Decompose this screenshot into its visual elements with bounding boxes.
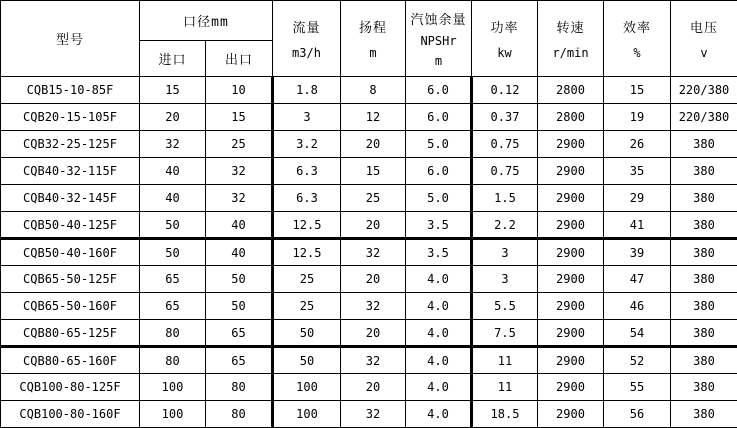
header-model-label: 型号 <box>56 33 84 48</box>
value-cell: 26 <box>604 131 671 158</box>
value-cell: 4.0 <box>406 401 472 428</box>
header-head-label: 扬程 <box>341 17 405 36</box>
value-cell: 40 <box>140 185 206 212</box>
value-cell: 380 <box>671 239 737 266</box>
header-flow-unit: m3/h <box>273 46 340 60</box>
value-cell: 0.75 <box>472 158 538 185</box>
value-cell: 5.0 <box>406 185 472 212</box>
value-cell: 2900 <box>538 401 604 428</box>
value-cell: 50 <box>140 239 206 266</box>
value-cell: 50 <box>273 320 341 347</box>
table-row <box>1 185 737 212</box>
header-outlet-label: 出口 <box>225 53 253 68</box>
value-cell: 15 <box>140 77 206 104</box>
value-cell: 65 <box>140 293 206 320</box>
value-cell: 2900 <box>538 347 604 374</box>
value-cell: 1.5 <box>472 185 538 212</box>
value-cell: 52 <box>604 347 671 374</box>
value-cell: 25 <box>206 131 273 158</box>
value-cell: 20 <box>341 266 406 293</box>
value-cell: 32 <box>341 293 406 320</box>
value-cell: 29 <box>604 185 671 212</box>
header-row-top <box>1 1 737 41</box>
header-head-unit: m <box>341 46 405 60</box>
header-voltage-unit: v <box>671 46 737 60</box>
header-outlet <box>206 41 273 77</box>
table-row <box>1 77 737 104</box>
value-cell: 220/380 <box>671 104 737 131</box>
value-cell: 380 <box>671 212 737 239</box>
value-cell: 100 <box>140 374 206 401</box>
value-cell: 3 <box>472 239 538 266</box>
value-cell: 380 <box>671 293 737 320</box>
value-cell: 20 <box>341 131 406 158</box>
model-cell: CQB80-65-125F <box>1 320 140 347</box>
header-flow <box>273 1 341 77</box>
header-npsh-label: 汽蚀余量 <box>406 9 471 28</box>
value-cell: 2.2 <box>472 212 538 239</box>
table-row <box>1 212 737 239</box>
value-cell: 100 <box>273 374 341 401</box>
value-cell: 2900 <box>538 374 604 401</box>
header-model <box>1 1 140 77</box>
value-cell: 3.2 <box>273 131 341 158</box>
value-cell: 50 <box>206 293 273 320</box>
value-cell: 0.75 <box>472 131 538 158</box>
value-cell: 380 <box>671 158 737 185</box>
value-cell: 32 <box>341 347 406 374</box>
value-cell: 15 <box>341 158 406 185</box>
value-cell: 1.8 <box>273 77 341 104</box>
value-cell: 39 <box>604 239 671 266</box>
value-cell: 6.3 <box>273 158 341 185</box>
header-npsh-sub: NPSHr <box>406 34 471 48</box>
value-cell: 6.3 <box>273 185 341 212</box>
value-cell: 50 <box>273 347 341 374</box>
value-cell: 380 <box>671 131 737 158</box>
value-cell: 380 <box>671 401 737 428</box>
header-voltage <box>671 1 737 77</box>
value-cell: 0.12 <box>472 77 538 104</box>
value-cell: 20 <box>341 374 406 401</box>
table-row <box>1 347 737 374</box>
table-row <box>1 239 737 266</box>
model-cell: CQB65-50-160F <box>1 293 140 320</box>
model-cell: CQB32-25-125F <box>1 131 140 158</box>
value-cell: 0.37 <box>472 104 538 131</box>
value-cell: 4.0 <box>406 266 472 293</box>
value-cell: 6.0 <box>406 104 472 131</box>
model-cell: CQB40-32-115F <box>1 158 140 185</box>
value-cell: 15 <box>604 77 671 104</box>
header-head <box>341 1 406 77</box>
value-cell: 5.0 <box>406 131 472 158</box>
value-cell: 2900 <box>538 293 604 320</box>
value-cell: 3 <box>273 104 341 131</box>
value-cell: 32 <box>140 131 206 158</box>
value-cell: 4.0 <box>406 320 472 347</box>
value-cell: 25 <box>273 266 341 293</box>
header-npsh-unit: m <box>406 54 471 68</box>
value-cell: 40 <box>140 158 206 185</box>
value-cell: 20 <box>341 320 406 347</box>
value-cell: 19 <box>604 104 671 131</box>
table-row <box>1 320 737 347</box>
header-speed <box>538 1 604 77</box>
value-cell: 2900 <box>538 266 604 293</box>
value-cell: 5.5 <box>472 293 538 320</box>
table-row <box>1 401 737 428</box>
header-power-unit: kw <box>472 46 537 60</box>
header-power <box>472 1 538 77</box>
value-cell: 80 <box>140 347 206 374</box>
header-diameter-label: 口径mm <box>183 15 229 30</box>
value-cell: 7.5 <box>472 320 538 347</box>
model-cell: CQB100-80-160F <box>1 401 140 428</box>
value-cell: 3.5 <box>406 239 472 266</box>
header-power-label: 功率 <box>472 17 537 36</box>
value-cell: 50 <box>140 212 206 239</box>
value-cell: 12.5 <box>273 212 341 239</box>
value-cell: 65 <box>206 320 273 347</box>
value-cell: 4.0 <box>406 347 472 374</box>
value-cell: 4.0 <box>406 374 472 401</box>
table-row <box>1 266 737 293</box>
header-efficiency <box>604 1 671 77</box>
header-efficiency-label: 效率 <box>604 17 670 36</box>
header-speed-label: 转速 <box>538 17 603 36</box>
value-cell: 6.0 <box>406 77 472 104</box>
table-row <box>1 293 737 320</box>
value-cell: 2900 <box>538 185 604 212</box>
value-cell: 80 <box>140 320 206 347</box>
model-cell: CQB15-10-85F <box>1 77 140 104</box>
value-cell: 55 <box>604 374 671 401</box>
value-cell: 32 <box>341 239 406 266</box>
value-cell: 11 <box>472 347 538 374</box>
header-inlet-label: 进口 <box>158 53 186 68</box>
model-cell: CQB20-15-105F <box>1 104 140 131</box>
value-cell: 8 <box>341 77 406 104</box>
value-cell: 40 <box>206 212 273 239</box>
model-cell: CQB50-40-125F <box>1 212 140 239</box>
model-cell: CQB50-40-160F <box>1 239 140 266</box>
value-cell: 56 <box>604 401 671 428</box>
header-speed-unit: r/min <box>538 46 603 60</box>
value-cell: 380 <box>671 185 737 212</box>
value-cell: 2800 <box>538 104 604 131</box>
value-cell: 32 <box>206 158 273 185</box>
value-cell: 380 <box>671 374 737 401</box>
value-cell: 20 <box>140 104 206 131</box>
value-cell: 54 <box>604 320 671 347</box>
table-row <box>1 104 737 131</box>
value-cell: 35 <box>604 158 671 185</box>
value-cell: 220/380 <box>671 77 737 104</box>
value-cell: 3 <box>472 266 538 293</box>
value-cell: 380 <box>671 347 737 374</box>
table-row <box>1 131 737 158</box>
value-cell: 3.5 <box>406 212 472 239</box>
value-cell: 10 <box>206 77 273 104</box>
model-cell: CQB40-32-145F <box>1 185 140 212</box>
value-cell: 46 <box>604 293 671 320</box>
value-cell: 15 <box>206 104 273 131</box>
value-cell: 100 <box>140 401 206 428</box>
header-efficiency-unit: % <box>604 46 670 60</box>
value-cell: 4.0 <box>406 293 472 320</box>
table-header <box>1 1 737 77</box>
value-cell: 380 <box>671 266 737 293</box>
table-row <box>1 158 737 185</box>
value-cell: 40 <box>206 239 273 266</box>
value-cell: 2900 <box>538 239 604 266</box>
header-flow-label: 流量 <box>273 17 340 36</box>
header-voltage-label: 电压 <box>671 17 737 36</box>
value-cell: 20 <box>341 212 406 239</box>
value-cell: 6.0 <box>406 158 472 185</box>
value-cell: 32 <box>206 185 273 212</box>
table-row <box>1 374 737 401</box>
value-cell: 80 <box>206 401 273 428</box>
value-cell: 32 <box>341 401 406 428</box>
header-npsh <box>406 1 472 77</box>
value-cell: 25 <box>341 185 406 212</box>
value-cell: 12 <box>341 104 406 131</box>
value-cell: 2900 <box>538 212 604 239</box>
table-body <box>1 77 737 428</box>
value-cell: 50 <box>206 266 273 293</box>
value-cell: 2900 <box>538 158 604 185</box>
value-cell: 380 <box>671 320 737 347</box>
model-cell: CQB80-65-160F <box>1 347 140 374</box>
value-cell: 2900 <box>538 131 604 158</box>
value-cell: 25 <box>273 293 341 320</box>
value-cell: 100 <box>273 401 341 428</box>
value-cell: 47 <box>604 266 671 293</box>
value-cell: 80 <box>206 374 273 401</box>
value-cell: 2800 <box>538 77 604 104</box>
value-cell: 41 <box>604 212 671 239</box>
header-inlet <box>140 41 206 77</box>
value-cell: 12.5 <box>273 239 341 266</box>
value-cell: 65 <box>140 266 206 293</box>
value-cell: 2900 <box>538 320 604 347</box>
model-cell: CQB65-50-125F <box>1 266 140 293</box>
header-diameter-group <box>140 1 273 41</box>
value-cell: 11 <box>472 374 538 401</box>
value-cell: 18.5 <box>472 401 538 428</box>
model-cell: CQB100-80-125F <box>1 374 140 401</box>
value-cell: 65 <box>206 347 273 374</box>
